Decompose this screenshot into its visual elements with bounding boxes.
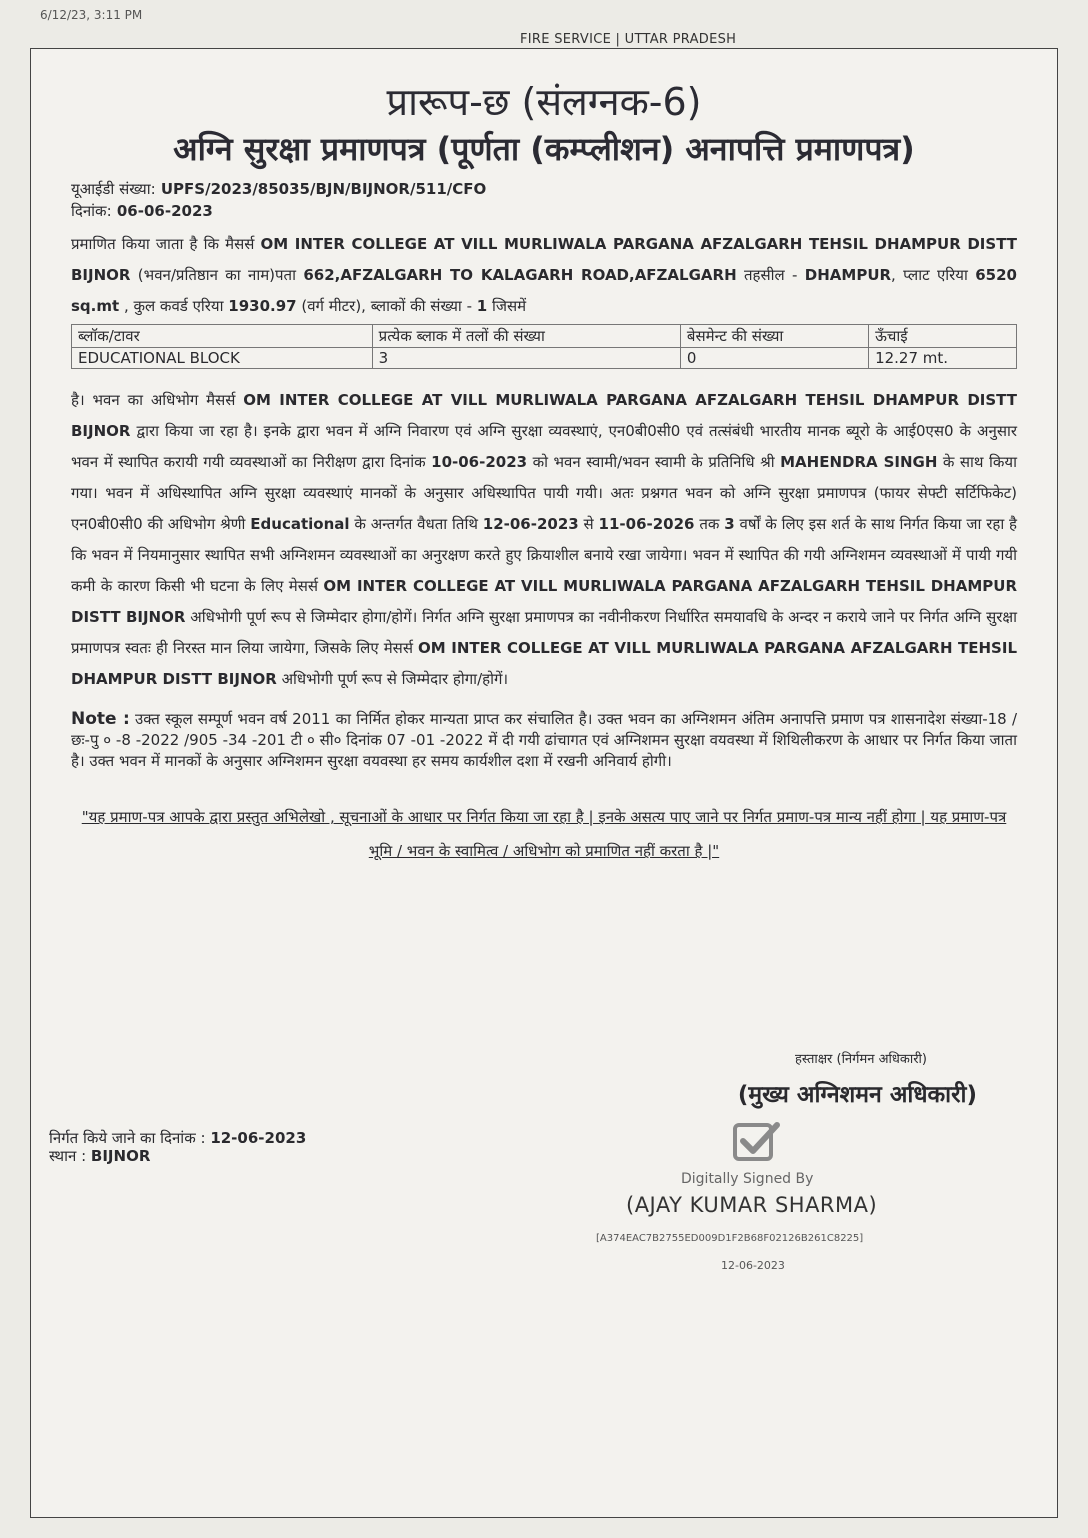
issue-date-line <box>49 1129 306 1147</box>
plot-area: 6520 sq.mt <box>71 266 1017 315</box>
body-text: के साथ किया गया। भवन में अधिस्थापित अग्नि सुरक्षा व्यवस्थाएं मानकों के अनुसार अधिस्थापित पायी गयी। अतः प्रश्नगत भवन को अग्नि सुरक्षा प्रमाणपत्र (फायर सेफ्टी सर्टिफिकेट) एन0बी0सी0 की अधिभोग श्रेणी <box>71 453 1018 533</box>
address: 662,AFZALGARH TO KALAGARH ROAD,AFZALGARH <box>303 266 737 284</box>
intro-text: तहसील - <box>736 266 805 284</box>
firm-name: OM INTER COLLEGE AT VILL MURLIWALA PARGANA AFZALGARH TEHSIL DHAMPUR DISTT BIJNOR <box>71 391 1017 440</box>
cell-floors: 3 <box>372 348 680 369</box>
cell-block: EDUCATIONAL BLOCK <box>72 348 373 369</box>
issue-date-value: 12-06-2023 <box>210 1129 307 1147</box>
col-block: ब्लॉक/टावर <box>72 325 373 348</box>
intro-text: (भवन/प्रतिष्ठान का नाम)पता <box>130 266 304 284</box>
valid-from: 12-06-2023 <box>482 515 579 533</box>
intro-text: , कुल कवर्ड एरिया <box>119 297 229 315</box>
digital-signature-check-icon <box>731 1119 781 1165</box>
certificate-frame <box>30 48 1058 1518</box>
intro-text: , प्लाट एरिया <box>891 266 976 284</box>
intro-text: जिसमें <box>487 297 527 315</box>
uid-label: यूआईडी संख्या: <box>71 180 156 198</box>
certificate-title: अग्नि सुरक्षा प्रमाणपत्र (पूर्णता (कम्प्लीशन) अनापत्ति प्रमाणपत्र) <box>173 130 915 168</box>
date-label: दिनांक: <box>71 202 112 220</box>
firm-name: OM INTER COLLEGE AT VILL MURLIWALA PARGANA AFZALGARH TEHSIL DHAMPUR DISTT BIJNOR <box>71 577 1017 626</box>
uid-line <box>71 179 1017 199</box>
intro-text: प्रमाणित किया जाता है कि मैसर्स <box>71 235 261 253</box>
note-label: Note : <box>71 709 130 729</box>
occupancy-category: Educational <box>250 515 350 533</box>
body-text: अधिभोगी पूर्ण रूप से जिम्मेदार होगा/होगें। निर्गत अग्नि सुरक्षा प्रमाणपत्र का नवीनीकरण निर्धारित समयावधि के अन्दर न कराये जाने पर निर्गत अग्नि सुरक्षा प्रमाणपत्र स्वतः ही निरस्त मान लिया जायेगा, जिसके लिए मेसर्स <box>71 608 1017 657</box>
col-height: ऊँचाई <box>869 325 1017 348</box>
firm-name: OM INTER COLLEGE AT VILL MURLIWALA PARGANA AFZALGARH TEHSIL DHAMPUR DISTT BIJNOR <box>71 639 1017 688</box>
issue-details <box>49 1129 306 1165</box>
body-paragraph <box>71 385 1017 695</box>
body-text: को भवन स्वामी/भवन स्वामी के प्रतिनिधि श्री <box>527 453 781 471</box>
intro-paragraph <box>71 229 1017 322</box>
inspection-date: 10-06-2023 <box>431 453 528 471</box>
body-text: से <box>578 515 599 533</box>
tehsil: DHAMPUR <box>804 266 892 284</box>
cell-height: 12.27 mt. <box>869 348 1017 369</box>
table-header-row <box>72 325 1017 348</box>
certificate-content <box>71 79 1017 883</box>
signature-hash: [A374EAC7B2755ED009D1F2B68F02126B261C8225] <box>596 1233 864 1244</box>
body-text: के अन्तर्गत वैधता तिथि <box>349 515 483 533</box>
col-floors: प्रत्येक ब्लाक में तलों की संख्या <box>372 325 680 348</box>
firm-name: OM INTER COLLEGE AT VILL MURLIWALA PARGANA AFZALGARH TEHSIL DHAMPUR DISTT BIJNOR <box>71 235 1018 284</box>
validity-years: 3 <box>724 515 735 533</box>
date-value: 06-06-2023 <box>116 202 213 220</box>
signatory-designation: (मुख्य अग्निशमन अधिकारी) <box>737 1082 977 1108</box>
covered-area: 1930.97 <box>228 297 297 315</box>
cell-basement: 0 <box>680 348 868 369</box>
valid-to: 11-06-2026 <box>598 515 695 533</box>
intro-text: (वर्ग मीटर), ब्लाकों की संख्या - <box>296 297 477 315</box>
note-paragraph <box>71 709 1017 772</box>
block-count: 1 <box>476 297 488 315</box>
signature-date: 12-06-2023 <box>721 1259 785 1272</box>
uid-value: UPFS/2023/85035/BJN/BIJNOR/511/CFO <box>160 180 487 198</box>
note-text: उक्त स्कूल सम्पूर्ण भवन वर्ष 2011 का निर्मित होकर मान्यता प्राप्त कर संचालित है। उक्त भवन का अग्निशमन अंतिम अनापत्ति प्रमाण पत्र शासनादेश संख्या-18 /छः-पु ० -8 -2022 /905 -34 -201 टी ० सी० दिनांक 07 -01 -2022 में दी गयी ढांचागत एवं अग्निशमन सुरक्षा वयवस्था में शिथिलीकरण के आधार पर निर्गत किया जाता है। उक्त भवन में मानकों के अनुसार अग्निशमन सुरक्षा वयवस्था हर समय कार्यशील दशा में रखनी अनिवार्य होगी। <box>71 710 1018 770</box>
signer-name: (AJAY KUMAR SHARMA) <box>626 1193 878 1217</box>
digital-signature-label: Digitally Signed By <box>681 1171 814 1187</box>
issue-place-label: स्थान : <box>49 1147 91 1165</box>
declaration: "यह प्रमाण-पत्र आपके द्वारा प्रस्तुत अभिलेखो , सूचनाओं के आधार पर निर्गत किया जा रहा है | इनके असत्य पाए जाने पर निर्गत प्रमाण-पत्र मान्य नहीं होगा | यह प्रमाण-पत्र भूमि / भवन के स्वामित्व / अधिभोग को प्रमाणित नहीं करता है |" <box>81 808 1007 860</box>
body-text: तक <box>694 515 725 533</box>
body-text: है। भवन का अधिभोग मैसर्स <box>71 391 244 409</box>
signature-caption: हस्ताक्षर (निर्गमन अधिकारी) <box>794 1052 927 1067</box>
issue-place-line <box>49 1147 306 1165</box>
form-title: प्रारूप-छ (संलग्नक-6) <box>386 80 702 124</box>
page-header: FIRE SERVICE | UTTAR PRADESH <box>520 32 737 47</box>
issue-place-value: BIJNOR <box>90 1147 151 1165</box>
table-row <box>72 348 1017 369</box>
owner-name: MAHENDRA SINGH <box>780 453 938 471</box>
date-line <box>71 201 1017 221</box>
col-basement: बेसमेन्ट की संख्या <box>680 325 868 348</box>
block-table <box>71 324 1017 369</box>
body-text: द्वारा किया जा रहा है। इनके द्वारा भवन में अग्नि निवारण एवं अग्नि सुरक्षा व्यवस्थाएं, एन0बी0सी0 एवं तत्संबंधी भारतीय मानक ब्यूरो के आई0एस0 के अनुसार भवन में स्थापित करायी गयी व्यवस्थाओं का निरीक्षण द्वारा दिनांक <box>71 422 1017 471</box>
print-timestamp: 6/12/23, 3:11 PM <box>40 8 143 22</box>
issue-date-label: निर्गत किये जाने का दिनांक : <box>49 1129 211 1147</box>
body-text: अधिभोगी पूर्ण रूप से जिम्मेदार होगा/होगें। <box>276 670 509 688</box>
body-text: वर्षों के लिए इस शर्त के साथ निर्गत किया जा रहा है कि भवन में नियमानुसार स्थापित सभी अग्निशमन व्यवस्थाओं का अनुरक्षण करते हुए क्रियाशील बनाये रखा जायेगा। भवन में स्थापित की गयी अग्निशमन व्यवस्थाओं में पायी गयी कमी के कारण किसी भी घटना के लिए मेसर्स <box>71 515 1018 595</box>
